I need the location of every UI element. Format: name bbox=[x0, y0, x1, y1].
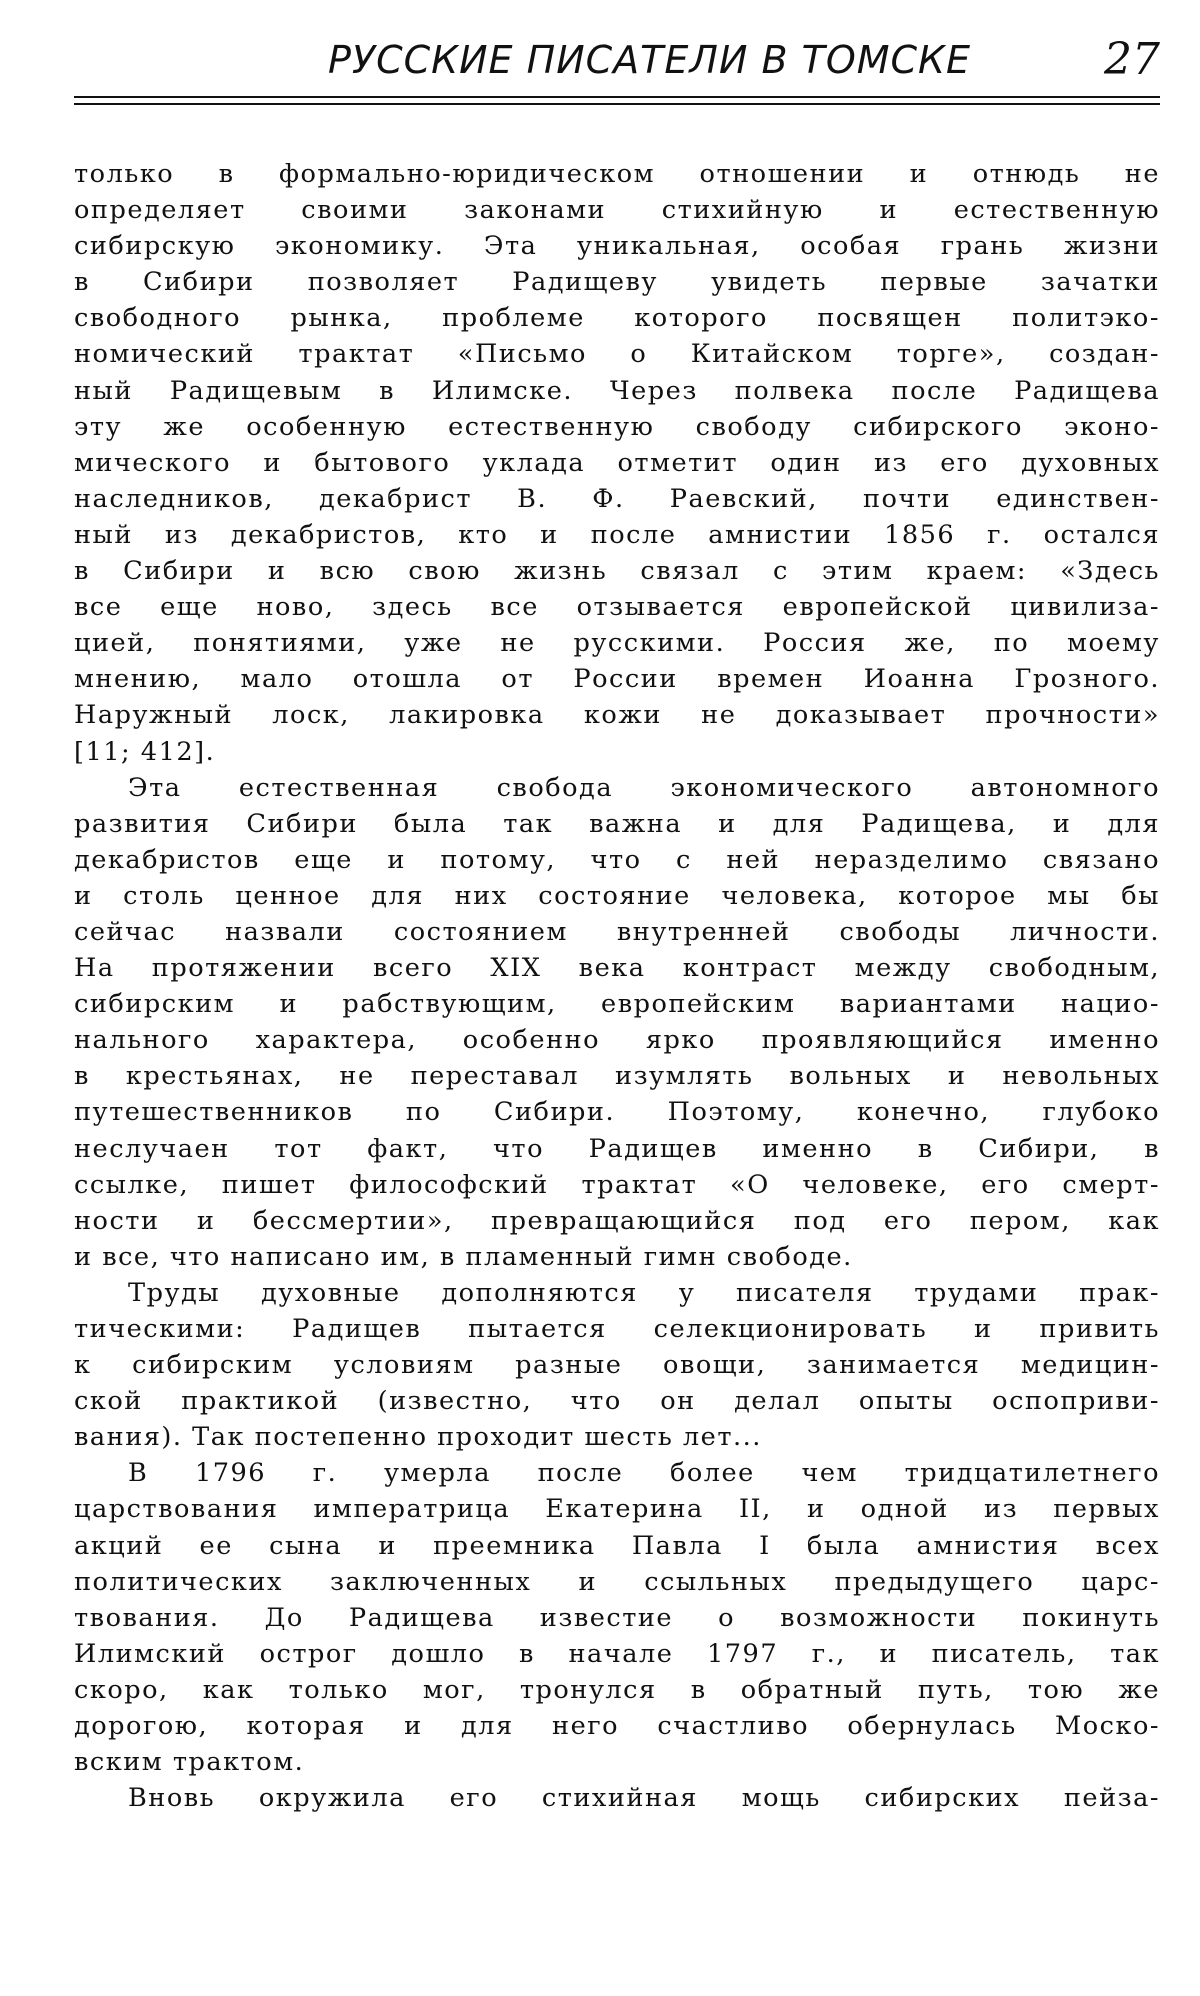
text-line: ссылке, пишет философский трактат «О человеке, его смерт- bbox=[74, 1169, 1160, 1200]
running-title: РУССКИЕ ПИСАТЕЛИ В ТОМСКЕ bbox=[328, 38, 972, 82]
text-line: вания). Так постепенно проходит шесть лет... bbox=[74, 1422, 762, 1453]
paragraph-first-line: В 1796 г. умерла после более чем тридцатилетнего bbox=[128, 1458, 1160, 1489]
text-line: ской практикой (известно, что он делал опыты оспоприви- bbox=[74, 1386, 1160, 1417]
page-number: 27 bbox=[1104, 34, 1160, 85]
text-line: политических заключенных и ссыльных предыдущего царс- bbox=[74, 1566, 1160, 1597]
text-line: наследников, декабрист В. Ф. Раевский, почти единствен- bbox=[74, 483, 1160, 514]
text-line: На протяжении всего XIX века контраст между свободным, bbox=[74, 953, 1160, 984]
text-line: скоро, как только мог, тронулся в обратный путь, тою же bbox=[74, 1674, 1160, 1705]
text-line: дорогою, которая и для него счастливо обернулась Моско- bbox=[74, 1711, 1160, 1742]
text-line: свободного рынка, проблеме которого посвящен политэко- bbox=[74, 303, 1160, 334]
text-line: ный из декабристов, кто и после амнистии 1856 г. остался bbox=[74, 519, 1160, 550]
text-line: в Сибири и всю свою жизнь связал с этим краем: «Здесь bbox=[74, 556, 1160, 587]
text-line: [11; 412]. bbox=[74, 736, 216, 767]
text-line: к сибирским условиям разные овощи, занимается медицин- bbox=[74, 1350, 1160, 1381]
text-line: вским трактом. bbox=[74, 1747, 305, 1778]
text-line: и столь ценное для них состояние человека, которое мы бы bbox=[74, 880, 1160, 911]
text-line: тическими: Радищев пытается селекционировать и привить bbox=[74, 1314, 1160, 1344]
text-line: развития Сибири была так важна и для Радищева, и для bbox=[74, 808, 1160, 839]
text-line: неслучаен тот факт, что Радищев именно в Сибири, в bbox=[74, 1133, 1160, 1164]
text-line: сибирскую экономику. Эта уникальная, особая грань жизни bbox=[74, 231, 1160, 262]
text-line: эту же особенную естественную свободу сибирского эконо- bbox=[74, 411, 1160, 442]
text-line: Наружный лоск, лакировка кожи не доказывает прочности» bbox=[74, 700, 1160, 731]
paragraph-first-line: Труды духовные дополняются у писателя трудами прак- bbox=[128, 1277, 1160, 1308]
text-line: номический трактат «Письмо о Китайском торге», создан- bbox=[74, 339, 1160, 370]
text-line: сейчас назвали состоянием внутренней свободы личности. bbox=[74, 916, 1160, 947]
text-line: и все, что написано им, в пламенный гимн свободе. bbox=[74, 1241, 853, 1272]
text-line: мического и бытового уклада отметит один из его духовных bbox=[74, 447, 1160, 478]
text-line: декабристов еще и потому, что с ней неразделимо связано bbox=[74, 844, 1160, 875]
text-line: нального характера, особенно ярко проявляющийся именно bbox=[74, 1025, 1160, 1056]
text-line: акций ее сына и преемника Павла I была амнистия всех bbox=[74, 1530, 1160, 1561]
text-line: цией, понятиями, уже не русскими. Россия же, по моему bbox=[74, 628, 1160, 659]
header-rule-top bbox=[74, 96, 1160, 98]
text-line: определяет своими законами стихийную и естественную bbox=[74, 195, 1160, 226]
text-line: Илимский острог дошло в начале 1797 г., и писатель, так bbox=[74, 1638, 1160, 1669]
running-header bbox=[74, 30, 1160, 90]
body-text bbox=[74, 156, 1160, 1816]
text-line: ный Радищевым в Илимске. Через полвека после Радищева bbox=[74, 375, 1160, 406]
paragraph-first-line: Эта естественная свобода экономического автономного bbox=[128, 772, 1160, 803]
text-line: только в формально-юридическом отношении и отнюдь не bbox=[74, 159, 1160, 189]
text-line: ности и бессмертии», превращающийся под его пером, как bbox=[74, 1205, 1160, 1236]
text-line: путешественников по Сибири. Поэтому, конечно, глубоко bbox=[74, 1097, 1160, 1128]
text-line: сибирским и рабствующим, европейским вариантами нацио- bbox=[74, 989, 1160, 1020]
header-rule-bottom bbox=[74, 103, 1160, 105]
text-line: мнению, мало отошла от России времен Иоанна Грозного. bbox=[74, 664, 1160, 695]
text-line: в крестьянах, не переставал изумлять вольных и невольных bbox=[74, 1061, 1160, 1092]
text-line: царствования императрица Екатерина II, и одной из первых bbox=[74, 1494, 1160, 1525]
text-line: в Сибири позволяет Радищеву увидеть первые зачатки bbox=[74, 267, 1160, 298]
paragraph-first-line: Вновь окружила его стихийная мощь сибирских пейза- bbox=[128, 1783, 1160, 1814]
text-line: твования. До Радищева известие о возможности покинуть bbox=[74, 1602, 1160, 1633]
text-line: все еще ново, здесь все отзывается европейской цивилиза- bbox=[74, 592, 1160, 623]
